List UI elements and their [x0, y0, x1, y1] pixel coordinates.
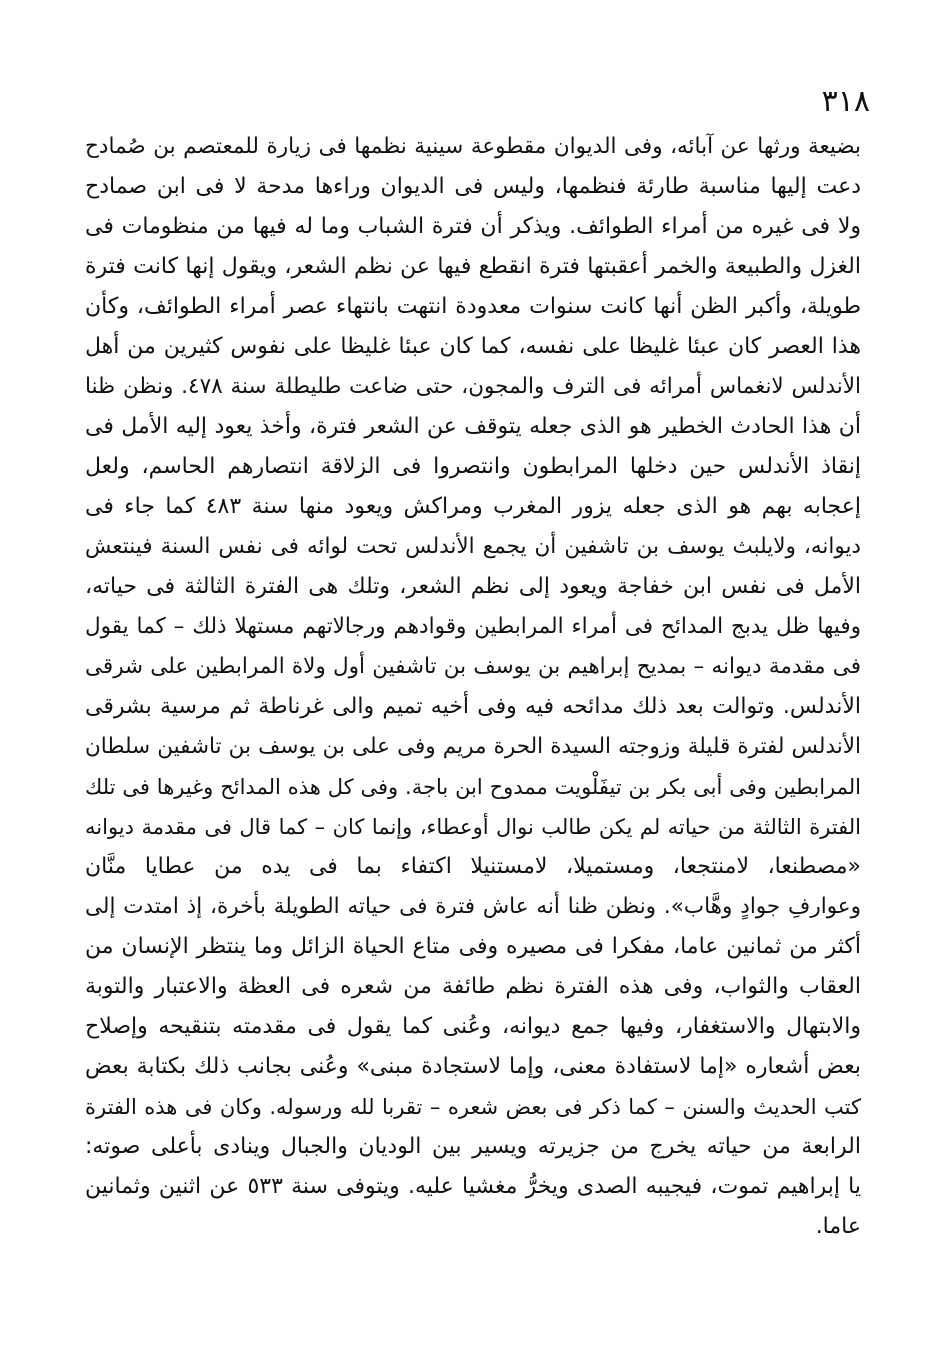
- text-line: الأندلس لفترة قليلة وزوجته السيدة الحرة مريم وفى على بن يوسف بن تاشفين سلطان: [85, 734, 861, 759]
- text-line: ولا فى غيره من أمراء الطوائف. ويذكر أن فترة الشباب وما له فيها من منظومات فى: [85, 214, 861, 239]
- text-line: والابتهال والاستغفار، وفيها جمع ديوانه، وعُنى كما يقول فى مقدمته بتنقيحه وإصلاح: [85, 1014, 861, 1039]
- text-line: طويلة، وأكبر الظن أنها كانت سنوات معدودة انتهت بانتهاء عصر أمراء الطوائف، وكأن: [85, 294, 861, 319]
- text-line: إنقاذ الأندلس حين دخلها المرابطون وانتصروا فى الزلاقة انتصارهم الحاسم، ولعل: [85, 454, 861, 479]
- text-line: الأندلس لانغماس أمرائه فى الترف والمجون، حتى ضاعت طليطلة سنة ٤٧٨. ونظن ظنا: [85, 374, 861, 399]
- text-line: «مصطنعا، لامنتجعا، ومستميلا، لامستنيلا اكتفاء بما فى يده من عطايا منَّان: [85, 854, 861, 879]
- text-line: هذا العصر كان عبئا غليظا على نفسه، كما كان عبئا غليظا على نفوس كثيرين من أهل: [85, 334, 861, 359]
- text-line: المرابطين وفى أبى بكر بن تيفَلْويت ممدوح ابن باجة. وفى كل هذه المدائح وغيرها فى تلك: [85, 775, 861, 799]
- text-line: كتب الحديث والسنن – كما ذكر فى بعض شعره – تقربا لله ورسوله. وكان فى هذه الفترة: [85, 1095, 861, 1119]
- text-line: دعت إليها مناسبة طارئة فنظمها، وليس فى الديوان وراءها مدحة لا فى ابن صمادح: [85, 174, 861, 199]
- text-line: يا إبراهيم تموت، فيجيبه الصدى ويخرُّ مغشيا عليه. ويتوفى سنة ٥٣٣ عن اثنين وثمانين: [85, 1174, 861, 1199]
- text-line: وفيها ظل يدبج المدائح فى أمراء المرابطين وقوادهم ورجالاتهم مستهلا ذلك – كما يقول: [85, 614, 861, 639]
- text-line: أن هذا الحادث الخطير هو الذى جعله يتوقف عن الشعر فترة، وأخذ يعود إليه الأمل فى: [85, 414, 861, 439]
- text-line: الفترة الثالثة من حياته لم يكن طالب نوال أوعطاء، وإنما كان – كما قال فى مقدمة ديوانه: [85, 815, 861, 839]
- text-line: الأمل فى نفس ابن خفاجة ويعود إلى نظم الشعر، وتلك هى الفترة الثالثة فى حياته،: [85, 574, 861, 599]
- text-line: فى مقدمة ديوانه – بمديح إبراهيم بن يوسف بن تاشفين أول ولاة المرابطين على شرقى: [85, 654, 861, 679]
- text-line: الأندلس. وتوالت بعد ذلك مدائحه فيه وفى أخيه تميم والى غرناطة ثم مرسية بشرقى: [85, 694, 861, 719]
- text-line: العقاب والثواب، وفى هذه الفترة نظم طائفة من شعره فى العظة والاعتبار والتوبة: [85, 974, 861, 999]
- text-line: إعجابه بهم هو الذى جعله يزور المغرب ومراكش ويعود منها سنة ٤٨٣ كما جاء فى: [85, 494, 861, 519]
- page-number: ٣١٨: [821, 84, 870, 119]
- text-line: ديوانه، ولايلبث يوسف بن تاشفين أن يجمع الأندلس تحت لوائه فى نفس السنة فينتعش: [85, 534, 861, 559]
- text-line: أكثر من ثمانين عاما، مفكرا فى مصيره وفى متاع الحياة الزائل وما ينتظر الإنسان من: [85, 934, 861, 959]
- text-line: الغزل والطبيعة والخمر أعقبتها فترة انقطع فيها عن نظم الشعر، ويقول إنها كانت فترة: [85, 254, 861, 279]
- text-line: بعض أشعاره «إما لاستفادة معنى، وإما لاستجادة مبنى» وعُنى بجانب ذلك بكتابة بعض: [85, 1054, 861, 1079]
- body-text: [85, 127, 861, 1247]
- text-line-last: عاما.: [815, 1214, 861, 1239]
- text-line: الرابعة من حياته يخرج من جزيرته ويسير بين الوديان والجبال وينادى بأعلى صوته:: [85, 1134, 861, 1159]
- text-line: بضيعة ورثها عن آبائه، وفى الديوان مقطوعة سينية نظمها فى زيارة للمعتصم بن صُمادح: [85, 134, 861, 159]
- text-line: وعوارفِ جوادٍ وهَّاب». ونظن ظنا أنه عاش فترة فى حياته الطويلة بأخرة، إذ امتدت إلى: [85, 894, 861, 919]
